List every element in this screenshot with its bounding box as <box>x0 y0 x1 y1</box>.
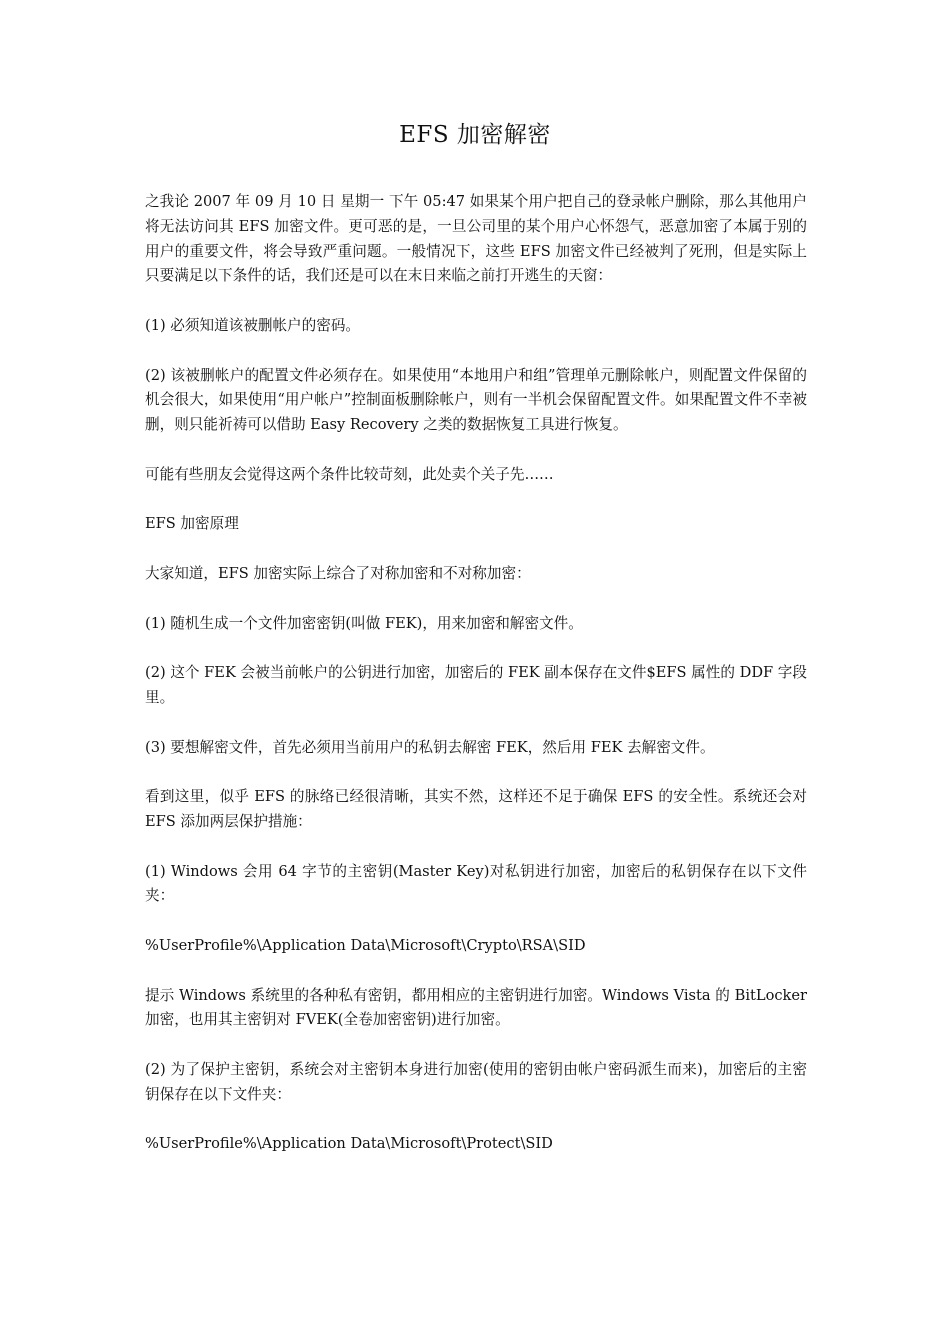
paragraph-tip: 提示 Windows 系统里的各种私有密钥，都用相应的主密钥进行加密。Windows Vista 的 BitLocker 加密，也用其主密钥对 FVEK(全卷加密密钥)进行加密。 <box>145 986 807 1029</box>
paragraph-efs-overview: 大家知道，EFS 加密实际上综合了对称加密和不对称加密： <box>145 564 531 582</box>
paragraph-step-2: (2) 这个 FEK 会被当前帐户的公钥进行加密，加密后的 FEK 副本保存在文件$EFS 属性的 DDF 字段里。 <box>145 664 807 706</box>
section-heading-efs-principle: EFS 加密原理 <box>145 515 239 533</box>
paragraph-protection-1: (1) Windows 会用 64 字节的主密钥(Master Key)对私钥进行加密，加密后的私钥保存在以下文件夹： <box>145 862 807 905</box>
paragraph-teaser: 可能有些朋友会觉得这两个条件比较苛刻，此处卖个关子先…… <box>145 465 554 483</box>
paragraph-condition-2: (2) 该被删帐户的配置文件必须存在。如果使用“本地用户和组”管理单元删除帐户，则配置文件保留的机会很大，如果使用“用户帐户”控制面板删除帐户，则有一半机会保留配置文件。如果配置文件不幸被删，则只能祈祷可以借助 Easy Recovery 之类的数据恢复工具进行恢复。 <box>145 366 807 434</box>
paragraph-protection-2: (2) 为了保护主密钥，系统会对主密钥本身进行加密(使用的密钥由帐户密码派生而来)，加密后的主密钥保存在以下文件夹： <box>145 1060 807 1103</box>
path-protect: %UserProfile%\Application Data\Microsoft\Protect\SID <box>145 1135 553 1153</box>
path-crypto-rsa: %UserProfile%\Application Data\Microsoft\Crypto\RSA\SID <box>145 936 586 954</box>
paragraph-condition-1: (1) 必须知道该被删帐户的密码。 <box>145 316 361 334</box>
document-body <box>145 190 807 1182</box>
paragraph-step-1: (1) 随机生成一个文件加密密钥(叫做 FEK)，用来加密和解密文件。 <box>145 614 583 632</box>
document-title: EFS 加密解密 <box>399 122 551 148</box>
paragraph-protection-intro: 看到这里，似乎 EFS 的脉络已经很清晰，其实不然，这样还不足于确保 EFS 的安全性。系统还会对 EFS 添加两层保护措施： <box>145 788 807 830</box>
paragraph-intro: 之我论 2007 年 09 月 10 日 星期一 下午 05:47 如果某个用户把自己的登录帐户删除，那么其他用户将无法访问其 EFS 加密文件。更可恶的是，一旦公司里的某个用户心怀怨气，恶意加密了本属于别的用户的重要文件，将会导致严重问题。一般情况下，这些 EFS 加密文件已经被判了死刑，但是实际上只要满足以下条件的话，我们还是可以在末日来临之前打开逃生的天窗： <box>145 193 807 285</box>
paragraph-step-3: (3) 要想解密文件，首先必须用当前用户的私钥去解密 FEK，然后用 FEK 去解密文件。 <box>145 738 715 756</box>
